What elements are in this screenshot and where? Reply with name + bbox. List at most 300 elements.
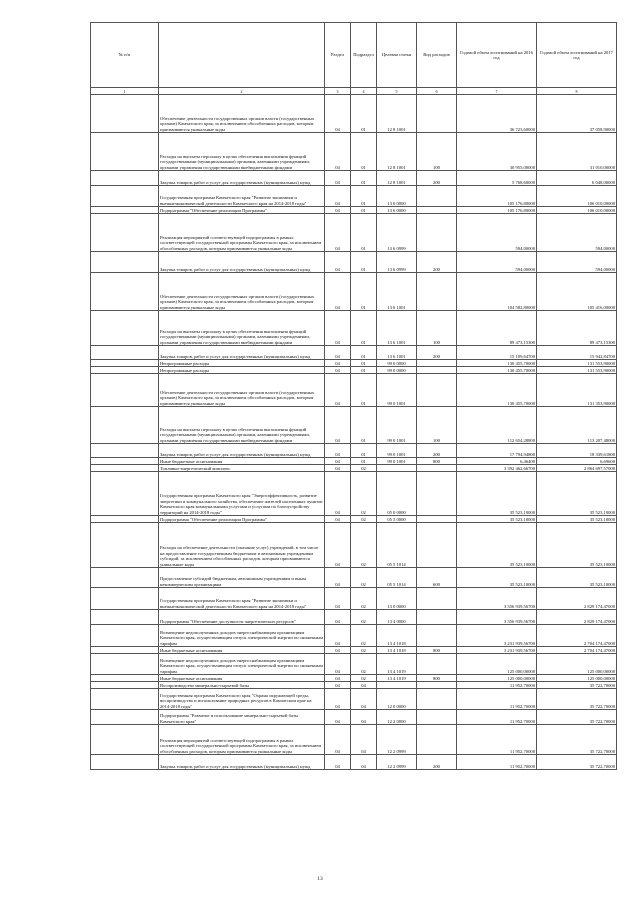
cell-razdel: 04 bbox=[325, 654, 351, 675]
cell-amount-2017: 125 000,00000 bbox=[537, 654, 617, 675]
cell-amount-2017: 594,00000 bbox=[537, 214, 617, 252]
cell-razdel: 04 bbox=[325, 472, 351, 516]
cell-razdel: 04 bbox=[325, 647, 351, 654]
cell-row-number bbox=[91, 367, 159, 374]
cell-amount-2017: 35 722,70000 bbox=[537, 682, 617, 689]
cell-razdel: 04 bbox=[325, 214, 351, 252]
cell-amount-2016: 11 952,70000 bbox=[457, 725, 537, 755]
cell-expense-type: 600 bbox=[417, 568, 457, 588]
cell-amount-2017: 2 704 174,47000 bbox=[537, 625, 617, 647]
cell-podrazdel: 02 bbox=[351, 654, 377, 675]
table-row bbox=[91, 95, 617, 133]
table-row bbox=[91, 367, 617, 374]
cell-item-name: Иные бюджетные ассигнования bbox=[159, 675, 325, 682]
cell-item-name: Расходы на выплаты персоналу в целях обеспечения выполнения функций государственными (муниципальными) органами, казенными учреждениями, органами управления государственными внебюджетными фондами bbox=[159, 133, 325, 171]
cell-amount-2017: 35 523,10000 bbox=[537, 516, 617, 523]
cell-expense-type: 200 bbox=[417, 346, 457, 360]
cell-razdel: 04 bbox=[325, 311, 351, 346]
table-row bbox=[91, 346, 617, 360]
cell-expense-type bbox=[417, 682, 457, 689]
cell-row-number bbox=[91, 458, 159, 465]
cell-amount-2017: 6,69600 bbox=[537, 458, 617, 465]
cell-target-article: 13 4 0000 bbox=[377, 610, 417, 625]
cell-razdel: 04 bbox=[325, 186, 351, 207]
header-podrazdel: Подраздел bbox=[351, 23, 377, 88]
cell-podrazdel: 01 bbox=[351, 207, 377, 214]
table-body bbox=[91, 95, 617, 770]
cell-amount-2016: 3 356 939,56700 bbox=[457, 588, 537, 610]
cell-podrazdel: 01 bbox=[351, 133, 377, 171]
cell-expense-type: 200 bbox=[417, 755, 457, 770]
cell-razdel: 04 bbox=[325, 725, 351, 755]
cell-row-number bbox=[91, 186, 159, 207]
cell-row-number bbox=[91, 516, 159, 523]
cell-amount-2016: 130 455,70000 bbox=[457, 367, 537, 374]
cell-item-name: Обеспечение деятельности государственных органов власти (государственных органов) Камчатского края, за исключением обособленных расходов, которым присваиваются уникальные коды bbox=[159, 95, 325, 133]
cell-expense-type bbox=[417, 710, 457, 725]
cell-podrazdel: 02 bbox=[351, 625, 377, 647]
table-row bbox=[91, 311, 617, 346]
cell-expense-type bbox=[417, 725, 457, 755]
cell-amount-2017: 106 010,00000 bbox=[537, 186, 617, 207]
cell-target-article: 12 0 0000 bbox=[377, 689, 417, 710]
cell-razdel: 04 bbox=[325, 710, 351, 725]
cell-amount-2017: 131 353,90000 bbox=[537, 374, 617, 407]
cell-podrazdel: 01 bbox=[351, 346, 377, 360]
table-row bbox=[91, 710, 617, 725]
cell-podrazdel: 01 bbox=[351, 311, 377, 346]
cell-row-number bbox=[91, 465, 159, 472]
cell-amount-2016: 11 952,70000 bbox=[457, 689, 537, 710]
cell-item-name: Закупка товаров, работ и услуг для государственных (муниципальных) нужд bbox=[159, 252, 325, 273]
table-row bbox=[91, 725, 617, 755]
cell-amount-2017: 35 523,10000 bbox=[537, 472, 617, 516]
cell-podrazdel: 01 bbox=[351, 374, 377, 407]
cell-podrazdel: 02 bbox=[351, 610, 377, 625]
cell-item-name: Обеспечение деятельности государственных органов власти (государственных органов) Камчатского края, за исключением обособленных расходов, которым присваиваются уникальные коды bbox=[159, 374, 325, 407]
cell-item-name: Государственная программа Камчатского края "Охрана окружающей среды, воспроизводство и использование природных ресурсов в Камчатском крае на 2014-2018 годы" bbox=[159, 689, 325, 710]
cell-row-number bbox=[91, 654, 159, 675]
table-row bbox=[91, 458, 617, 465]
cell-podrazdel: 04 bbox=[351, 682, 377, 689]
cell-amount-2017: 106 010,00000 bbox=[537, 207, 617, 214]
cell-razdel: 04 bbox=[325, 458, 351, 465]
cell-razdel: 04 bbox=[325, 133, 351, 171]
cell-target-article: 99 0 1001 bbox=[377, 444, 417, 458]
cell-row-number bbox=[91, 689, 159, 710]
cell-podrazdel: 04 bbox=[351, 710, 377, 725]
cell-row-number bbox=[91, 588, 159, 610]
cell-target-article: 12 2 0999 bbox=[377, 725, 417, 755]
cell-amount-2016: 105 176,80000 bbox=[457, 207, 537, 214]
cell-target-article: 05 5 1014 bbox=[377, 568, 417, 588]
cell-item-name: Государственная программа Камчатского края "Энергоэффективность, развитие энергетики и коммунального хозяйства, обеспечение жителей населенных пунктов Камчатского края коммунальными услугами и услугами по благоустройству территорий на 2014-2018 годы" bbox=[159, 472, 325, 516]
cell-target-article: 13 6 0000 bbox=[377, 207, 417, 214]
cell-amount-2016: 17 794,94800 bbox=[457, 444, 537, 458]
table-row bbox=[91, 360, 617, 367]
cell-amount-2016: 11 952,70000 bbox=[457, 682, 537, 689]
cell-amount-2017: 113 207,48000 bbox=[537, 407, 617, 444]
cell-item-name: Реализация мероприятий соответствующей подпрограммы в рамках соответствующей государственной программы Камчатского края, за исключением обособленных расходов, которым присваиваются уникальные коды bbox=[159, 725, 325, 755]
cell-amount-2017: 35 523,10000 bbox=[537, 568, 617, 588]
cell-expense-type: 200 bbox=[417, 444, 457, 458]
column-number: 2 bbox=[159, 88, 325, 95]
cell-amount-2017: 18 339,61800 bbox=[537, 444, 617, 458]
cell-item-name: Возмещение недополученных доходов энергоснабжающим организациям Камчатского края, осуществляющим отпуск электрической энергии по сниженным тарифам bbox=[159, 654, 325, 675]
cell-amount-2017: 2 829 174,47000 bbox=[537, 610, 617, 625]
cell-podrazdel: 01 bbox=[351, 171, 377, 186]
column-number: 7 bbox=[457, 88, 537, 95]
cell-amount-2016: 15 109,64700 bbox=[457, 346, 537, 360]
cell-razdel: 04 bbox=[325, 689, 351, 710]
cell-razdel: 04 bbox=[325, 374, 351, 407]
table-row bbox=[91, 523, 617, 568]
cell-podrazdel: 01 bbox=[351, 367, 377, 374]
cell-podrazdel: 02 bbox=[351, 516, 377, 523]
cell-item-name: Расходы на выплаты персоналу в целях обеспечения выполнения функций государственными (муниципальными) органами, казенными учреждениями, органами управления государственными внебюджетными фондами bbox=[159, 407, 325, 444]
cell-expense-type bbox=[417, 689, 457, 710]
cell-target-article: 12 8 1001 bbox=[377, 95, 417, 133]
cell-expense-type: 100 bbox=[417, 311, 457, 346]
cell-amount-2016: 105 176,80000 bbox=[457, 186, 537, 207]
column-number: 4 bbox=[351, 88, 377, 95]
cell-target-article bbox=[377, 682, 417, 689]
cell-row-number bbox=[91, 252, 159, 273]
cell-target-article: 13 6 1001 bbox=[377, 273, 417, 311]
column-number: 6 bbox=[417, 88, 457, 95]
cell-amount-2016: 11 952,70000 bbox=[457, 710, 537, 725]
cell-razdel: 04 bbox=[325, 523, 351, 568]
table-row bbox=[91, 568, 617, 588]
cell-razdel: 04 bbox=[325, 367, 351, 374]
cell-row-number bbox=[91, 214, 159, 252]
cell-row-number bbox=[91, 207, 159, 214]
cell-razdel: 04 bbox=[325, 407, 351, 444]
header-name bbox=[159, 23, 325, 88]
cell-podrazdel: 01 bbox=[351, 252, 377, 273]
header-amount-2017: Годовой объем ассигнований на 2017 год bbox=[537, 23, 617, 88]
cell-target-article: 12 2 0000 bbox=[377, 710, 417, 725]
cell-item-name: Расходы на обеспечение деятельности (оказание услуг) учреждений, в том числе на предоставление государственным бюджетным и автономным учреждениям субсидий, за исключением обособленных расходов, которым присваиваются уникальные коды bbox=[159, 523, 325, 568]
cell-razdel: 04 bbox=[325, 171, 351, 186]
cell-item-name: Непрограммные расходы bbox=[159, 360, 325, 367]
cell-row-number bbox=[91, 710, 159, 725]
cell-target-article: 13 4 1019 bbox=[377, 675, 417, 682]
table-row bbox=[91, 444, 617, 458]
cell-row-number bbox=[91, 407, 159, 444]
cell-target-article: 13 6 1001 bbox=[377, 311, 417, 346]
cell-item-name: Подпрограмма "Развитие и использование минерально-сырьевой базы Камчатского края" bbox=[159, 710, 325, 725]
cell-amount-2017: 131 553,90000 bbox=[537, 360, 617, 367]
table-row bbox=[91, 171, 617, 186]
cell-row-number bbox=[91, 725, 159, 755]
cell-expense-type bbox=[417, 654, 457, 675]
cell-podrazdel: 01 bbox=[351, 273, 377, 311]
cell-podrazdel: 01 bbox=[351, 95, 377, 133]
cell-amount-2017: 35 722,70000 bbox=[537, 710, 617, 725]
cell-row-number bbox=[91, 311, 159, 346]
cell-razdel: 04 bbox=[325, 465, 351, 472]
cell-row-number bbox=[91, 682, 159, 689]
cell-amount-2017: 35 722,70000 bbox=[537, 755, 617, 770]
table-row bbox=[91, 675, 617, 682]
cell-item-name: Предоставление субсидий бюджетным, автономным учреждениям и иным некоммерческим организациям bbox=[159, 568, 325, 588]
cell-expense-type: 800 bbox=[417, 675, 457, 682]
cell-podrazdel: 01 bbox=[351, 360, 377, 367]
cell-expense-type: 100 bbox=[417, 407, 457, 444]
cell-razdel: 04 bbox=[325, 346, 351, 360]
table-row bbox=[91, 252, 617, 273]
table-row bbox=[91, 465, 617, 472]
cell-razdel: 04 bbox=[325, 95, 351, 133]
page-number: 13 bbox=[317, 876, 323, 882]
cell-amount-2016: 125 000,00000 bbox=[457, 675, 537, 682]
budget-table bbox=[90, 22, 617, 770]
cell-row-number bbox=[91, 647, 159, 654]
cell-razdel: 04 bbox=[325, 207, 351, 214]
cell-amount-2016: 594,00000 bbox=[457, 252, 537, 273]
header-target-article: Целевая статья bbox=[377, 23, 417, 88]
cell-expense-type: 200 bbox=[417, 171, 457, 186]
table-row bbox=[91, 273, 617, 311]
cell-razdel: 04 bbox=[325, 273, 351, 311]
cell-target-article bbox=[377, 465, 417, 472]
cell-amount-2016: 35 523,10000 bbox=[457, 472, 537, 516]
cell-expense-type bbox=[417, 465, 457, 472]
cell-amount-2017: 35 722,70000 bbox=[537, 689, 617, 710]
table-row bbox=[91, 186, 617, 207]
cell-amount-2016: 6,46400 bbox=[457, 458, 537, 465]
cell-amount-2016: 30 955,00000 bbox=[457, 133, 537, 171]
cell-razdel: 04 bbox=[325, 516, 351, 523]
budget-sheet bbox=[90, 22, 616, 770]
cell-item-name: Возмещение недополученных доходов энергоснабжающим организациям Камчатского края, осуществляющим отпуск электрической энергии по сниженным тарифам bbox=[159, 625, 325, 647]
cell-razdel: 04 bbox=[325, 360, 351, 367]
cell-item-name: Государственная программа Камчатского края "Развитие экономики и внешнеэкономической деятельности Камчатского края на 2014-2018 годы" bbox=[159, 186, 325, 207]
cell-target-article: 12 8 1001 bbox=[377, 171, 417, 186]
cell-podrazdel: 02 bbox=[351, 647, 377, 654]
cell-expense-type bbox=[417, 374, 457, 407]
table-row bbox=[91, 472, 617, 516]
cell-razdel: 04 bbox=[325, 568, 351, 588]
cell-expense-type bbox=[417, 523, 457, 568]
table-row bbox=[91, 689, 617, 710]
cell-amount-2016: 130 455,70000 bbox=[457, 374, 537, 407]
cell-row-number bbox=[91, 523, 159, 568]
cell-row-number bbox=[91, 346, 159, 360]
cell-row-number bbox=[91, 625, 159, 647]
cell-target-article: 99 0 1001 bbox=[377, 407, 417, 444]
cell-expense-type bbox=[417, 588, 457, 610]
cell-expense-type bbox=[417, 214, 457, 252]
cell-target-article: 99 0 1001 bbox=[377, 374, 417, 407]
cell-amount-2016: 3 356 939,56700 bbox=[457, 610, 537, 625]
cell-item-name: Закупка товаров, работ и услуг для государственных (муниципальных) нужд bbox=[159, 444, 325, 458]
cell-podrazdel: 01 bbox=[351, 214, 377, 252]
cell-target-article: 99 0 0000 bbox=[377, 360, 417, 367]
cell-target-article: 13 6 0999 bbox=[377, 252, 417, 273]
cell-amount-2017: 35 523,10000 bbox=[537, 523, 617, 568]
cell-podrazdel: 01 bbox=[351, 444, 377, 458]
header-expense-type: Вид расходов bbox=[417, 23, 457, 88]
cell-expense-type bbox=[417, 273, 457, 311]
cell-amount-2017: 105 416,00000 bbox=[537, 273, 617, 311]
cell-item-name: Подпрограмма "Обеспечение реализации Программы" bbox=[159, 207, 325, 214]
cell-podrazdel: 01 bbox=[351, 458, 377, 465]
cell-podrazdel: 02 bbox=[351, 675, 377, 682]
cell-razdel: 04 bbox=[325, 252, 351, 273]
cell-amount-2016: 3 231 939,56700 bbox=[457, 647, 537, 654]
cell-target-article: 13 6 0999 bbox=[377, 214, 417, 252]
cell-razdel: 04 bbox=[325, 682, 351, 689]
cell-amount-2017: 37 058,90000 bbox=[537, 95, 617, 133]
header-row-number: № п/п bbox=[91, 23, 159, 88]
cell-podrazdel: 02 bbox=[351, 465, 377, 472]
cell-amount-2017: 89 473,15300 bbox=[537, 311, 617, 346]
cell-amount-2016: 35 523,10000 bbox=[457, 568, 537, 588]
cell-expense-type bbox=[417, 472, 457, 516]
cell-amount-2017: 131 553,90000 bbox=[537, 367, 617, 374]
cell-item-name: Топливно-энергетический комплекс bbox=[159, 465, 325, 472]
column-number: 3 bbox=[325, 88, 351, 95]
table-row bbox=[91, 407, 617, 444]
cell-expense-type: 800 bbox=[417, 458, 457, 465]
cell-razdel: 04 bbox=[325, 625, 351, 647]
cell-amount-2017: 2 704 174,47000 bbox=[537, 647, 617, 654]
cell-amount-2016: 36 723,60000 bbox=[457, 95, 537, 133]
cell-item-name: Закупка товаров, работ и услуг для государственных (муниципальных) нужд bbox=[159, 171, 325, 186]
cell-razdel: 04 bbox=[325, 755, 351, 770]
cell-amount-2016: 11 952,70000 bbox=[457, 755, 537, 770]
cell-target-article: 99 0 0000 bbox=[377, 367, 417, 374]
table-row bbox=[91, 610, 617, 625]
table-row bbox=[91, 755, 617, 770]
cell-expense-type bbox=[417, 367, 457, 374]
cell-amount-2016: 5 768,60000 bbox=[457, 171, 537, 186]
cell-amount-2017: 2 829 174,47000 bbox=[537, 588, 617, 610]
column-number: 1 bbox=[91, 88, 159, 95]
cell-item-name: Подпрограмма "Обеспечение реализации Программы" bbox=[159, 516, 325, 523]
cell-razdel: 04 bbox=[325, 675, 351, 682]
cell-target-article: 12 8 1001 bbox=[377, 133, 417, 171]
cell-target-article: 13 4 1019 bbox=[377, 654, 417, 675]
cell-expense-type bbox=[417, 516, 457, 523]
cell-podrazdel: 01 bbox=[351, 186, 377, 207]
cell-podrazdel: 02 bbox=[351, 472, 377, 516]
cell-amount-2017: 31 010,00000 bbox=[537, 133, 617, 171]
cell-target-article: 13 0 0000 bbox=[377, 186, 417, 207]
cell-target-article: 13 4 1018 bbox=[377, 647, 417, 654]
cell-item-name: Непрограммные расходы bbox=[159, 367, 325, 374]
column-number: 8 bbox=[537, 88, 617, 95]
table-row bbox=[91, 588, 617, 610]
cell-podrazdel: 01 bbox=[351, 407, 377, 444]
column-number: 5 bbox=[377, 88, 417, 95]
cell-amount-2016: 3 231 939,56700 bbox=[457, 625, 537, 647]
cell-target-article: 99 0 1001 bbox=[377, 458, 417, 465]
cell-razdel: 04 bbox=[325, 588, 351, 610]
cell-podrazdel: 04 bbox=[351, 725, 377, 755]
cell-amount-2016: 35 523,10000 bbox=[457, 516, 537, 523]
cell-amount-2016: 112 654,28800 bbox=[457, 407, 537, 444]
cell-amount-2017: 6 048,00000 bbox=[537, 171, 617, 186]
cell-item-name: Закупка товаров, работ и услуг для государственных (муниципальных) нужд bbox=[159, 755, 325, 770]
table-row bbox=[91, 516, 617, 523]
cell-expense-type bbox=[417, 207, 457, 214]
table-row bbox=[91, 682, 617, 689]
cell-item-name: Обеспечение деятельности государственных органов власти (государственных органов) Камчатского края, за исключением обособленных расходов, которым присваиваются уникальные коды bbox=[159, 273, 325, 311]
table-row bbox=[91, 374, 617, 407]
cell-target-article: 13 0 0000 bbox=[377, 588, 417, 610]
cell-amount-2016: 130 455,70000 bbox=[457, 360, 537, 367]
cell-row-number bbox=[91, 444, 159, 458]
cell-item-name: Иные бюджетные ассигнования bbox=[159, 458, 325, 465]
cell-razdel: 04 bbox=[325, 444, 351, 458]
cell-amount-2017: 594,00000 bbox=[537, 252, 617, 273]
cell-item-name: Расходы на выплаты персоналу в целях обеспечения выполнения функций государственными (муниципальными) органами, казенными учреждениями, органами управления государственными внебюджетными фондами bbox=[159, 311, 325, 346]
cell-expense-type bbox=[417, 625, 457, 647]
cell-row-number bbox=[91, 171, 159, 186]
cell-amount-2016: 125 000,00000 bbox=[457, 654, 537, 675]
cell-row-number bbox=[91, 273, 159, 311]
cell-razdel: 04 bbox=[325, 610, 351, 625]
cell-podrazdel: 02 bbox=[351, 568, 377, 588]
cell-amount-2017: 35 722,70000 bbox=[537, 725, 617, 755]
cell-podrazdel: 04 bbox=[351, 755, 377, 770]
cell-target-article: 12 2 0999 bbox=[377, 755, 417, 770]
cell-target-article: 05 5 0000 bbox=[377, 516, 417, 523]
cell-podrazdel: 04 bbox=[351, 689, 377, 710]
cell-amount-2016: 89 473,15300 bbox=[457, 311, 537, 346]
cell-amount-2016: 594,00000 bbox=[457, 214, 537, 252]
cell-target-article: 05 0 0000 bbox=[377, 472, 417, 516]
cell-row-number bbox=[91, 568, 159, 588]
header-razdel: Раздел bbox=[325, 23, 351, 88]
cell-expense-type: 200 bbox=[417, 252, 457, 273]
cell-expense-type bbox=[417, 610, 457, 625]
cell-item-name: Иные бюджетные ассигнования bbox=[159, 647, 325, 654]
table-row bbox=[91, 207, 617, 214]
cell-expense-type: 800 bbox=[417, 647, 457, 654]
cell-target-article: 13 4 1018 bbox=[377, 625, 417, 647]
cell-item-name: Воспроизводство минерально-сырьевой базы bbox=[159, 682, 325, 689]
table-row bbox=[91, 214, 617, 252]
cell-item-name: Подпрограмма "Обеспечение доступности энергетических ресурсов" bbox=[159, 610, 325, 625]
cell-row-number bbox=[91, 374, 159, 407]
table-row bbox=[91, 625, 617, 647]
cell-item-name: Закупка товаров, работ и услуг для государственных (муниципальных) нужд bbox=[159, 346, 325, 360]
cell-expense-type bbox=[417, 360, 457, 367]
cell-row-number bbox=[91, 133, 159, 171]
cell-item-name: Государственная программа Камчатского края "Развитие экономики и внешнеэкономической деятельности Камчатского края на 2014-2018 годы" bbox=[159, 588, 325, 610]
cell-amount-2017: 15 942,84700 bbox=[537, 346, 617, 360]
cell-row-number bbox=[91, 360, 159, 367]
cell-expense-type: 100 bbox=[417, 133, 457, 171]
cell-row-number bbox=[91, 472, 159, 516]
header-amount-2016: Годовой объем ассигнований на 2016 год bbox=[457, 23, 537, 88]
cell-amount-2016: 35 523,10000 bbox=[457, 523, 537, 568]
cell-expense-type bbox=[417, 186, 457, 207]
cell-item-name: Реализация мероприятий соответствующей подпрограммы в рамках соответствующей государственной программы Камчатского края, за исключением обособленных расходов, которым присваиваются уникальные коды bbox=[159, 214, 325, 252]
cell-podrazdel: 02 bbox=[351, 523, 377, 568]
cell-row-number bbox=[91, 610, 159, 625]
cell-amount-2016: 3 392 462,66700 bbox=[457, 465, 537, 472]
cell-target-article: 13 6 1001 bbox=[377, 346, 417, 360]
cell-row-number bbox=[91, 95, 159, 133]
table-row bbox=[91, 654, 617, 675]
table-row bbox=[91, 133, 617, 171]
cell-amount-2016: 104 582,80000 bbox=[457, 273, 537, 311]
